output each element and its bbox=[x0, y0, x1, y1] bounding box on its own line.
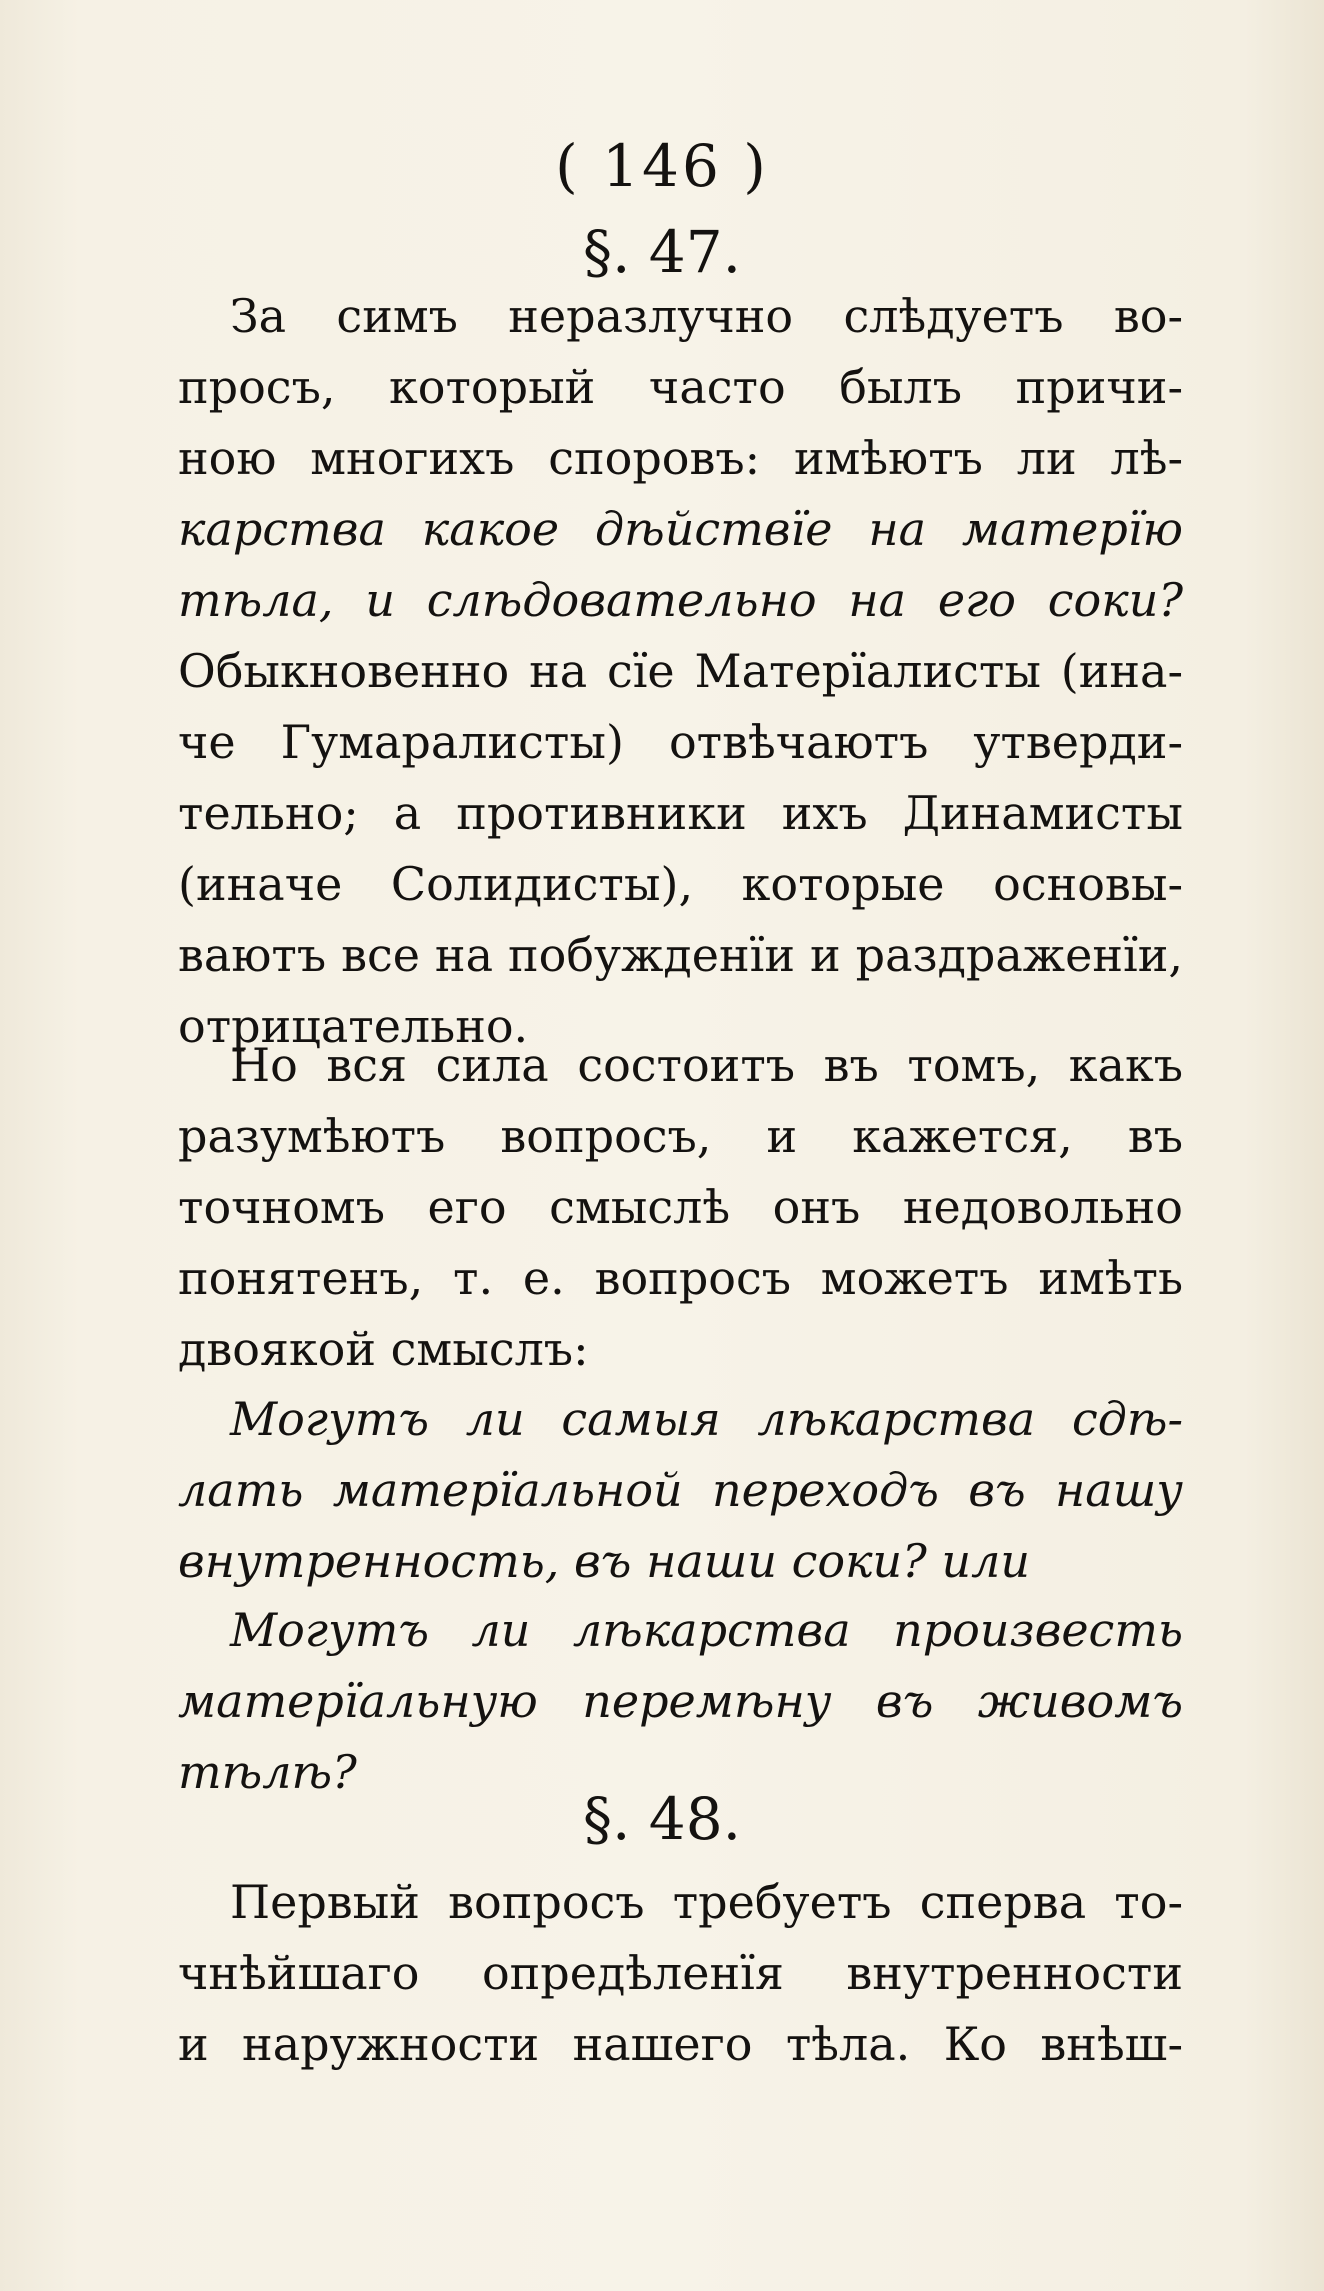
text-line: (иначе Солидисты), которые основы- bbox=[178, 857, 1183, 911]
question-1 bbox=[178, 1384, 1183, 1597]
question-2 bbox=[178, 1595, 1183, 1808]
section-heading-48: §. 48. bbox=[582, 1785, 742, 1853]
text-line: разумѣютъ вопросъ, и кажется, въ bbox=[178, 1109, 1183, 1163]
text-line: Могутъ ли самыя лѣкарства сдѣ- bbox=[230, 1392, 1183, 1446]
text-line: тѣлѣ? bbox=[178, 1745, 357, 1799]
text-line: двоякой смыслъ: bbox=[178, 1322, 589, 1376]
text-line: точномъ его смыслѣ онъ недовольно bbox=[178, 1180, 1183, 1234]
text-line: лать матерïальной переходъ въ нашу bbox=[178, 1463, 1183, 1517]
text-line: карства какое дѣйствïе на матерïю bbox=[178, 502, 1183, 556]
text-line: ною многихъ споровъ: имѣютъ ли лѣ- bbox=[178, 431, 1183, 485]
text-line: просъ, который часто былъ причи- bbox=[178, 360, 1183, 414]
paragraph-47-1 bbox=[178, 281, 1183, 1062]
section-heading-47: §. 47. bbox=[582, 218, 742, 286]
text-line: внутренность, въ наши соки? или bbox=[178, 1534, 1030, 1588]
text-line: тѣла, и слѣдовательно на его соки? bbox=[178, 573, 1183, 627]
text-line: тельно; а противники ихъ Динамисты bbox=[178, 786, 1183, 840]
text-line: понятенъ, т. е. вопросъ можетъ имѣть bbox=[178, 1251, 1183, 1305]
text-line: ваютъ все на побужденïи и раздраженïи, bbox=[178, 928, 1183, 982]
text-line: Но вся сила состоитъ въ томъ, какъ bbox=[230, 1038, 1183, 1092]
text-line: Могутъ ли лѣкарства произвесть bbox=[230, 1603, 1183, 1657]
page-number: ( 146 ) bbox=[555, 132, 769, 200]
text-line: чнѣйшаго опредѣленïя внутренности bbox=[178, 1946, 1183, 2000]
text-line: и наружности нашего тѣла. Ко внѣш- bbox=[178, 2017, 1183, 2071]
text-line: Обыкновенно на сïе Матерïалисты (ина- bbox=[178, 644, 1183, 698]
text-line: Первый вопросъ требуетъ сперва то- bbox=[230, 1875, 1183, 1929]
paragraph-48-1 bbox=[178, 1867, 1183, 2080]
paragraph-47-2 bbox=[178, 1030, 1183, 1385]
text-line: че Гумаралисты) отвѣчаютъ утверди- bbox=[178, 715, 1183, 769]
text-line: За симъ неразлучно слѣдуетъ во- bbox=[230, 289, 1183, 343]
text-line: матерïальную перемѣну въ живомъ bbox=[178, 1674, 1183, 1728]
text-line: отрицательно. bbox=[178, 999, 529, 1053]
